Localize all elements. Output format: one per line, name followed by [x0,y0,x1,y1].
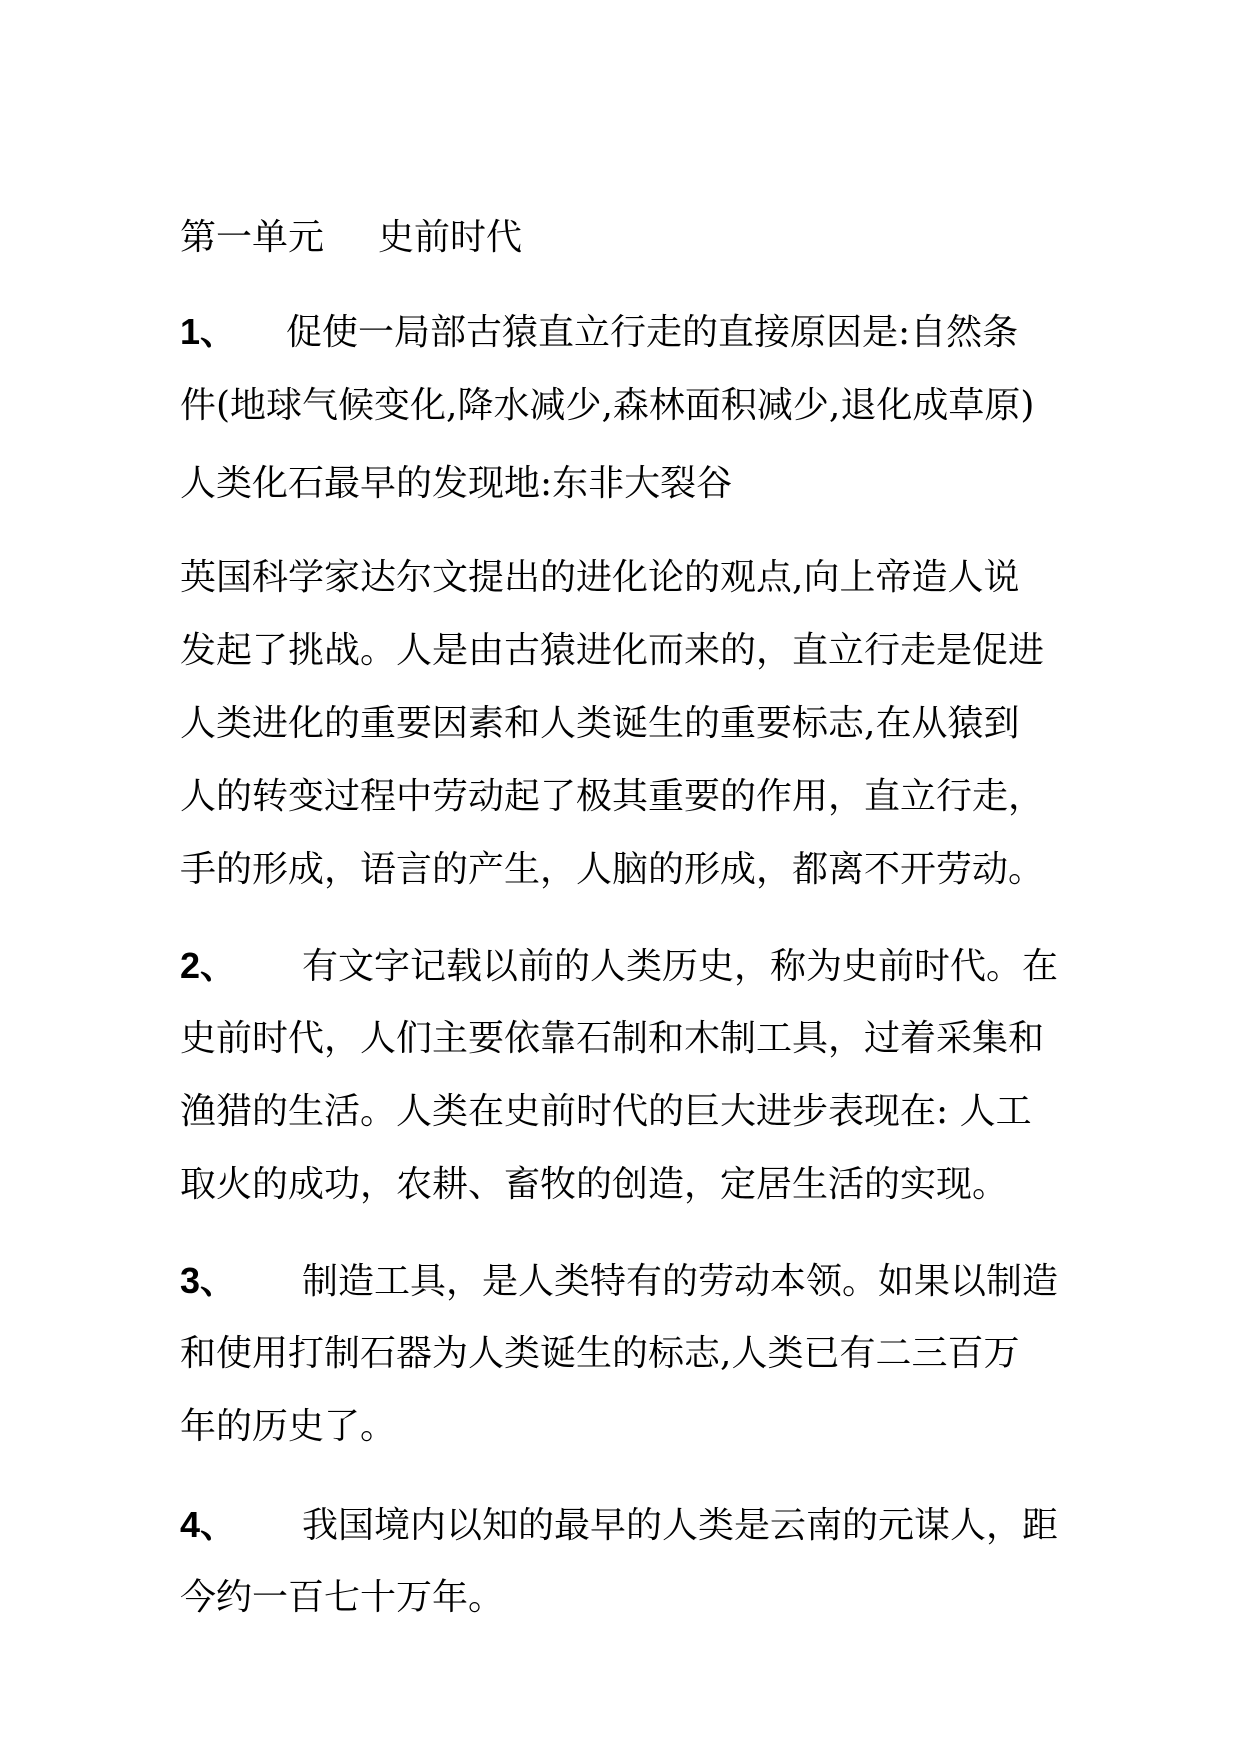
item-1-number: 1、 [180,311,237,352]
darwin-line-4: 人的转变过程中劳动起了极其重要的作用，直立行走， [180,776,1045,817]
fossil-line: 人类化石最早的发现地:东非大裂谷 [180,463,733,504]
item-1-line-2: 件(地球气候变化,降水减少,森林面积减少,退化成草原) [180,385,1035,426]
item-1-line-1 [180,311,1065,353]
item-3-text-1: 制造工具，是人类特有的劳动本领。如果以制造 [302,1261,1059,1302]
item-2-line-2: 史前时代，人们主要依靠石制和木制工具，过着采集和 [180,1018,1045,1059]
unit-label: 第一单元 [180,217,325,258]
item-2 [180,945,1065,1205]
unit-title [180,217,1065,258]
item-1 [180,311,1065,426]
item-4-line-2: 今约一百七十万年。 [180,1577,505,1618]
item-3-line-1 [180,1260,1065,1302]
item-4-line-1 [180,1504,1065,1546]
item-1-text-1: 促使一局部古猿直立行走的直接原因是:自然条 [286,312,1019,353]
darwin-line-2: 发起了挑战。人是由古猿进化而来的，直立行走是促进 [180,630,1045,671]
item-2-text-1: 有文字记载以前的人类历史，称为史前时代。在 [302,946,1059,987]
darwin-line-5: 手的形成，语言的产生，人脑的形成，都离不开劳动。 [180,849,1045,890]
darwin-line-1: 英国科学家达尔文提出的进化论的观点,向上帝造人说 [180,557,1020,598]
item-3 [180,1260,1065,1447]
item-4-number: 4、 [180,1504,237,1545]
item-4-text-1: 我国境内以知的最早的人类是云南的元谋人，距 [302,1505,1059,1546]
item-2-line-3: 渔猎的生活。人类在史前时代的巨大进步表现在: 人工 [180,1091,1032,1132]
document-content [180,217,1065,1618]
item-2-number: 2、 [180,945,237,986]
fossil-paragraph [180,463,1065,504]
item-2-line-1 [180,945,1065,987]
unit-name: 史前时代 [378,217,523,258]
darwin-paragraph [180,557,1065,890]
item-4 [180,1504,1065,1618]
item-3-number: 3、 [180,1260,237,1301]
darwin-line-3: 人类进化的重要因素和人类诞生的重要标志,在从猿到 [180,703,1020,744]
item-3-line-2: 和使用打制石器为人类诞生的标志,人类已有二三百万 [180,1333,1020,1374]
item-2-line-4: 取火的成功，农耕、畜牧的创造，定居生活的实现。 [180,1164,1009,1205]
item-3-line-3: 年的历史了。 [180,1406,397,1447]
